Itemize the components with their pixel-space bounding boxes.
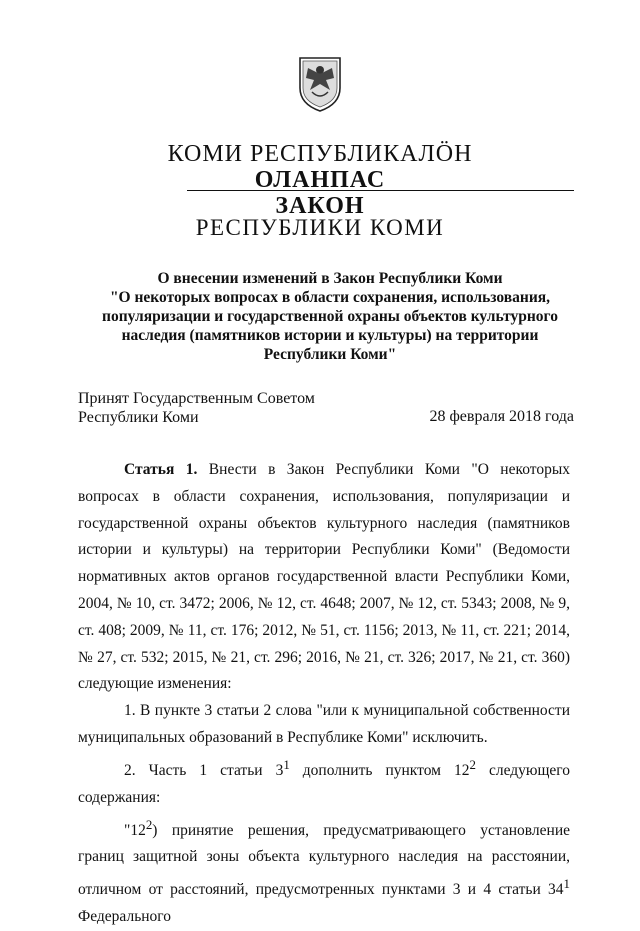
- article-intro: Внести в Закон Республики Коми "О некоторых вопросах в области сохранения, использования, популяризации и государственной охраны объектов культурного наследия (памятников истории и культуры) на территории Республики Коми" (Ведомости нормативных актов органов государственной власти Республики Коми, 2004, № 10, ст. 3472; 2006, № 12, ст. 4648; 2007, № 12, ст. 5343; 2008, № 9, ст. 408; 2009, № 11, ст. 176; 2012, № 51, ст. 1156; 2013, № 11, ст. 221; 2014, № 27, ст. 532; 2015, № 21, ст. 296; 2016, № 21, ст. 326; 2017, № 21, ст. 360) следующие изменения:: [78, 461, 571, 693]
- olanpas-heading: ОЛАНПАС: [254, 167, 386, 193]
- item-2: 2. Часть 1 статьи $3^1$ дополнить пунктом $12^2$ следующего содержания:: [78, 756, 570, 806]
- title-line: популяризации и государственной охраны объектов культурного: [102, 308, 558, 325]
- title-line: О внесении изменений в Закон Республики Коми: [157, 270, 503, 287]
- article-paragraph: [78, 457, 570, 698]
- adoption-block: [78, 389, 315, 427]
- adopted-by-line1: Принят Государственным Советом: [78, 390, 315, 407]
- item-1: 1. В пункте 3 статьи 2 слова "или к муниципальной собственности муниципальных образований в Республике Коми" исключить.: [78, 702, 570, 746]
- adopted-by-line2: Республики Коми: [78, 409, 199, 426]
- title-line: Республики Коми": [263, 346, 397, 363]
- republic-heading: РЕСПУБЛИКИ КОМИ: [195, 215, 445, 240]
- coat-of-arms-emblem: [296, 54, 344, 114]
- title-line: наследия (памятников истории и культуры) на территории: [121, 327, 539, 344]
- law-title: [80, 269, 580, 364]
- title-line: "О некоторых вопросах в области сохранения, использования,: [109, 289, 551, 306]
- article-label: Статья 1.: [124, 461, 198, 478]
- adoption-date: 28 февраля 2018 года: [429, 408, 574, 425]
- header-divider: [187, 190, 574, 191]
- item-quote: "$12^2$) принятие решения, предусматривающего установление границ защитной зоны объекта культурного наследия на расстоянии, отличном от расстояний, предусмотренных пунктами 3 и 4 статьи $34^1$ Федерального: [78, 816, 570, 926]
- law-heading: ЗАКОН: [275, 193, 365, 219]
- republic-komi-heading: КОМИ РЕСПУБЛИКАЛӦН: [167, 141, 473, 167]
- article-body: [78, 457, 570, 931]
